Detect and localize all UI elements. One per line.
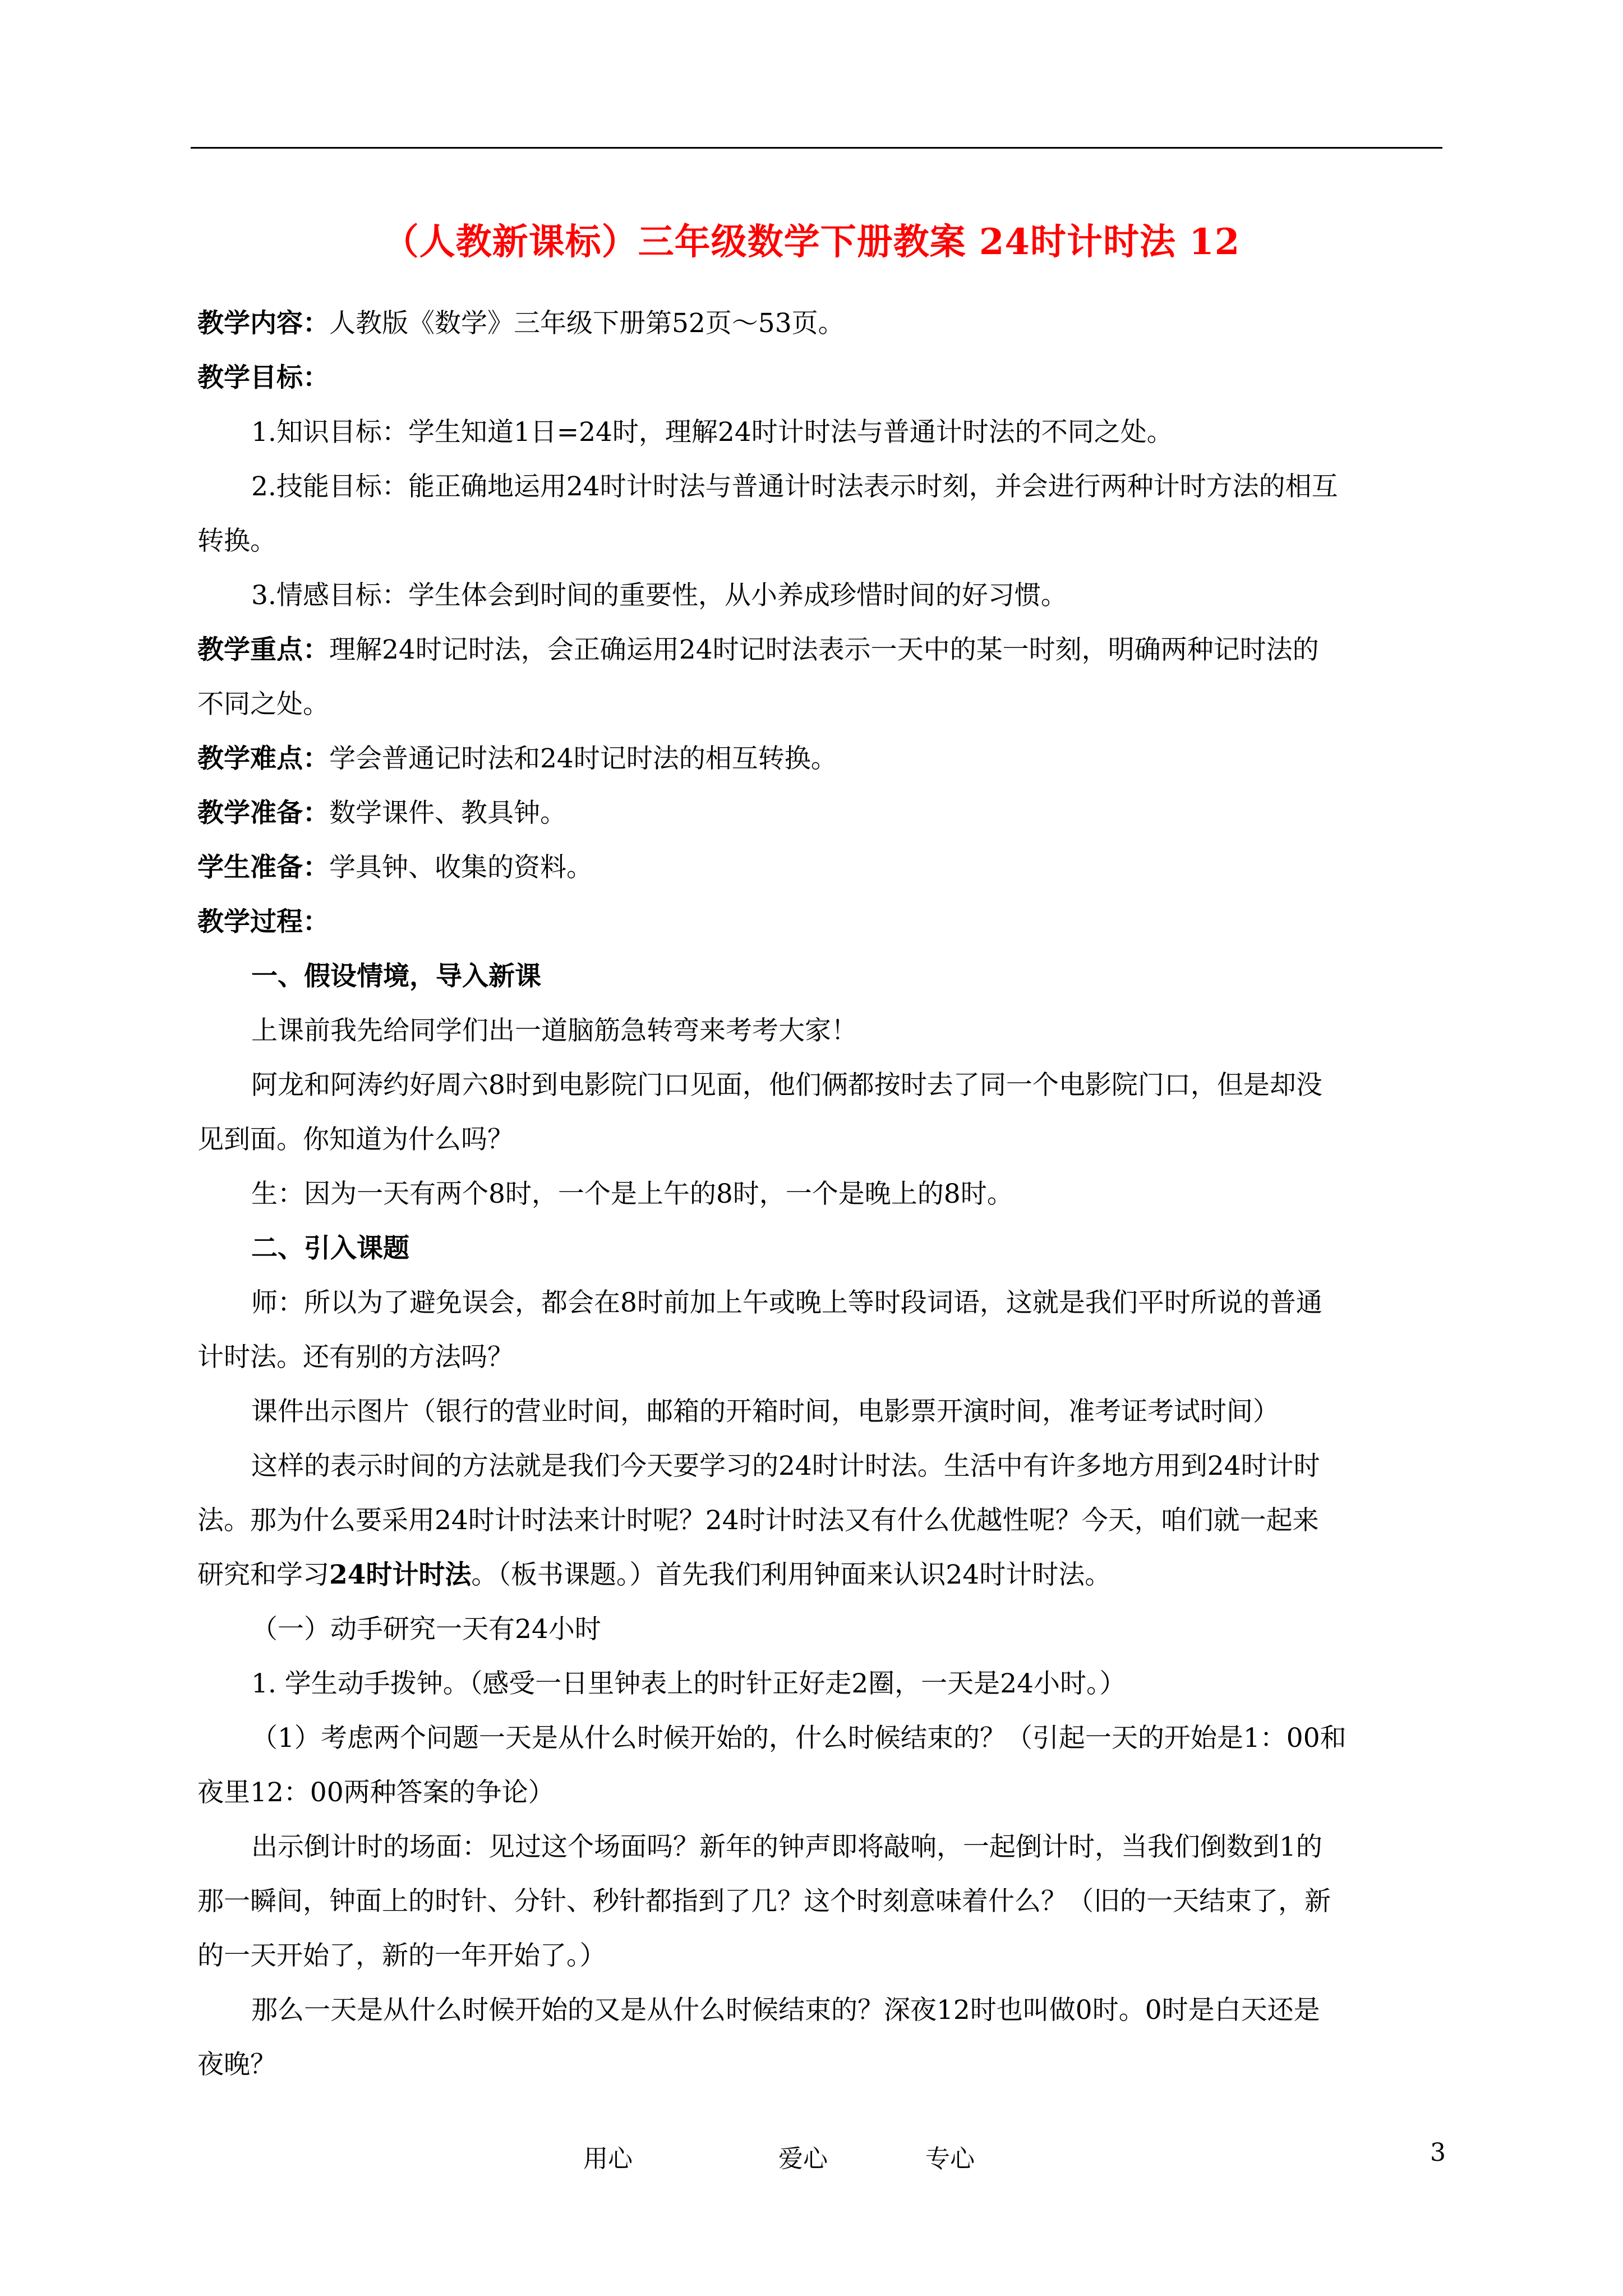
section1-heading: 一、假设情境，导入新课 [251, 961, 541, 992]
key-point [197, 623, 1442, 677]
section2-paragraph-continued: 法。那为什么要采用24时计时法来计时呢？24时计时法又有什么优越性呢？今天，咱们就一起来 [197, 1505, 1319, 1536]
teacher-prep [197, 786, 1442, 840]
footer-middle-text: 爱心 [778, 2145, 828, 2173]
footer-left-text: 用心 [583, 2145, 633, 2173]
section2-paragraph: 出示倒计时的场面：见过这个场面吗？新年的钟声即将敲响，一起倒计时，当我们倒数到1的 [251, 1832, 1322, 1862]
key-point-continued: 不同之处。 [197, 689, 329, 720]
student-prep [197, 840, 1442, 895]
section2-paragraph: 课件出示图片（银行的营业时间，邮箱的开箱时间，电影票开演时间，准考证考试时间） [251, 1396, 1279, 1427]
teaching-content-text: 人教版《数学》三年级下册第52页～53页。 [329, 308, 845, 339]
section1-paragraph: 阿龙和阿涛约好周六8时到电影院门口见面，他们俩都按时去了同一个电影院门口，但是却没 [251, 1070, 1322, 1101]
teaching-content [197, 296, 1442, 351]
section1-paragraph: 上课前我先给同学们出一道脑筋急转弯来考考大家！ [251, 1015, 857, 1046]
lesson-topic-pre: 研究和学习 [197, 1559, 329, 1590]
objectives-heading [197, 351, 1442, 405]
key-point-text: 理解24时记时法，会正确运用24时记时法表示一天中的某一时刻，明确两种记时法的 [329, 634, 1319, 665]
objective-item: 1.知识目标：学生知道1日=24时，理解24时计时法与普通计时法的不同之处。 [251, 417, 1173, 448]
section2-paragraph: 那么一天是从什么时候开始的又是从什么时候结束的？深夜12时也叫做0时。0时是白天还是 [251, 1995, 1320, 2026]
key-point-label: 教学重点： [197, 634, 329, 665]
process-label: 教学过程： [197, 907, 329, 937]
question-item-continued: 夜里12：00两种答案的争论） [197, 1777, 555, 1808]
student-prep-text: 学具钟、收集的资料。 [329, 852, 593, 883]
lesson-topic-post: 。（板书课题。）首先我们利用钟面来认识24时计时法。 [471, 1559, 1112, 1590]
difficulty-label: 教学难点： [197, 743, 329, 774]
section2-paragraph-continued: 的一天开始了，新的一年开始了。） [197, 1940, 606, 1971]
section2-paragraph-continued: 计时法。还有别的方法吗？ [197, 1342, 514, 1373]
lesson-topic: 24时计时法 [329, 1559, 472, 1590]
document-body [197, 296, 1442, 2092]
page-title: （人教新课标）三年级数学下册教案 24时计时法 12 [382, 221, 1241, 263]
section1-paragraph: 生：因为一天有两个8时，一个是上午的8时，一个是晚上的8时。 [251, 1179, 1013, 1209]
teacher-prep-label: 教学准备： [197, 798, 329, 829]
objective-item-continued: 转换。 [197, 526, 276, 556]
difficulty [197, 731, 1442, 786]
student-prep-label: 学生准备： [197, 852, 329, 883]
section2-paragraph: 师：所以为了避免误会，都会在8时前加上午或晚上等时段词语，这就是我们平时所说的普通 [251, 1287, 1322, 1318]
objective-item: 3.情感目标：学生体会到时间的重要性，从小养成珍惜时间的好习惯。 [251, 580, 1067, 611]
section2-paragraph-continued: 那一瞬间，钟面上的时针、分针、秒针都指到了几？这个时刻意味着什么？（旧的一天结束了，新 [197, 1886, 1331, 1917]
header-rule [191, 147, 1442, 149]
section1-paragraph-continued: 见到面。你知道为什么吗？ [197, 1124, 514, 1155]
section2-paragraph: 这样的表示时间的方法就是我们今天要学习的24时计时法。生活中有许多地方用到24时计时 [251, 1451, 1320, 1481]
objective-item: 2.技能目标：能正确地运用24时计时法与普通计时法表示时刻，并会进行两种计时方法的相互 [251, 471, 1338, 502]
page-number: 3 [1430, 2138, 1446, 2167]
section2-paragraph-continued: 夜晚？ [197, 2049, 276, 2080]
section2-paragraph-continued [197, 1548, 1442, 1602]
process-heading [197, 895, 1442, 949]
objectives-label: 教学目标： [197, 362, 329, 393]
footer-right-text: 专心 [925, 2145, 975, 2173]
subsection-heading: （一）动手研究一天有24小时 [251, 1614, 601, 1645]
question-item: （1）考虑两个问题一天是从什么时候开始的，什么时候结束的？（引起一天的开始是1：00和 [251, 1723, 1347, 1754]
step-item: 1. 学生动手拨钟。（感受一日里钟表上的时针正好走2圈，一天是24小时。） [251, 1668, 1126, 1699]
difficulty-text: 学会普通记时法和24时记时法的相互转换。 [329, 743, 837, 774]
teacher-prep-text: 数学课件、教具钟。 [329, 798, 566, 829]
teaching-content-label: 教学内容： [197, 308, 329, 339]
section2-heading: 二、引入课题 [251, 1233, 409, 1264]
